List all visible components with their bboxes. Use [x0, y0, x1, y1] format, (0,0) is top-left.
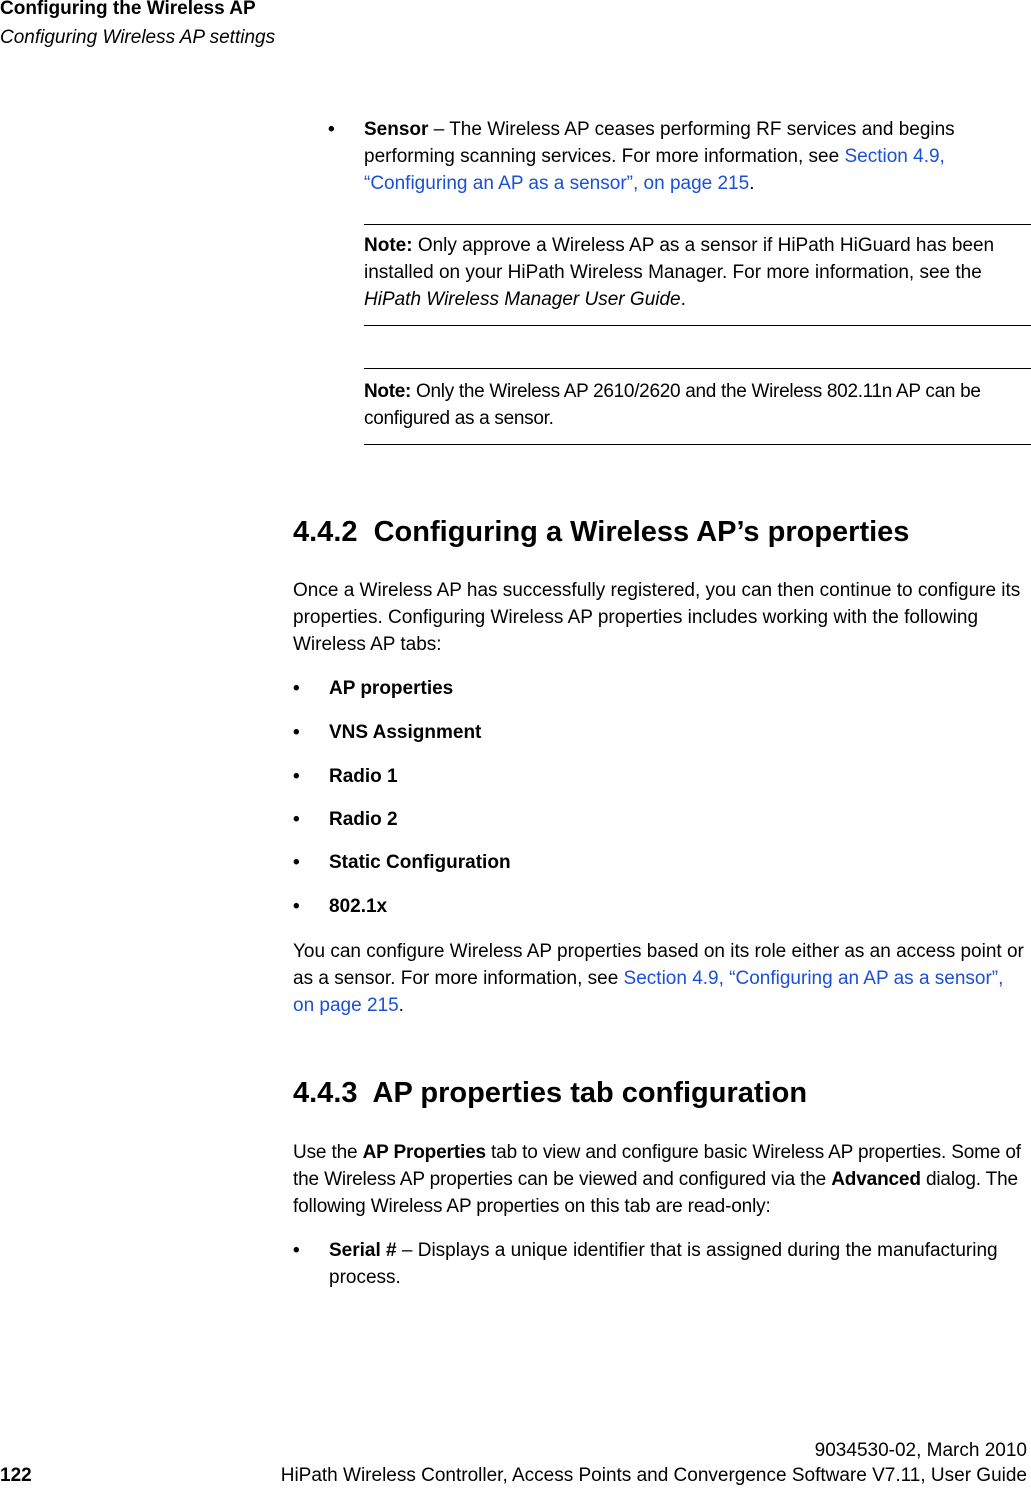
- tab-item-radio-1: [293, 766, 398, 788]
- tab-label: Radio 1: [329, 766, 398, 787]
- tab-label: Radio 2: [329, 809, 398, 830]
- bullet-marker: •: [293, 852, 300, 873]
- advanced-term: Advanced: [831, 1169, 921, 1190]
- tab-label: VNS Assignment: [329, 722, 482, 743]
- tab-label: Static Configuration: [329, 852, 511, 873]
- bullet-marker: •: [293, 678, 300, 699]
- serial-bullet-item: [293, 1237, 1009, 1291]
- sensor-description: – The Wireless AP ceases performing RF services and begins performing scanning services. For more information, see: [364, 119, 955, 167]
- bullet-marker: •: [293, 722, 300, 743]
- paragraph-text: tab to view and configure basic Wireless AP properties. Some of the Wireless AP properties can be viewed and configured via the: [293, 1142, 1021, 1190]
- paragraph-text: dialog. The following Wireless AP properties on this tab are read-only:: [293, 1169, 1018, 1217]
- section-4-9-link[interactable]: Section 4.9, “Configuring an AP as a sensor”, on page 215: [293, 968, 1004, 1016]
- serial-description: – Displays a unique identifier that is assigned during the manufacturing process.: [329, 1240, 998, 1288]
- manager-guide-title: HiPath Wireless Manager User Guide: [364, 289, 681, 310]
- sentence-end: .: [749, 173, 755, 194]
- bullet-marker: •: [293, 1240, 300, 1261]
- note-bottom-rule: [364, 444, 1031, 445]
- note-top-rule: [364, 368, 1031, 369]
- note-text: Only the Wireless AP 2610/2620 and the Wireless 802.11n AP can be configured as a sensor.: [364, 381, 981, 429]
- section-heading-4-4-3: 4.4.3 AP properties tab configuration: [293, 1077, 808, 1109]
- sentence-end: .: [680, 289, 686, 310]
- tab-item-radio-2: [293, 809, 398, 831]
- bullet-marker: •: [293, 896, 300, 917]
- bullet-marker: •: [293, 766, 300, 787]
- serial-term: Serial #: [329, 1240, 397, 1261]
- section-4-9-link[interactable]: Section 4.9, “Configuring an AP as a sensor”, on page 215: [364, 146, 945, 194]
- note-higuard: [364, 232, 1024, 313]
- note-text: Only approve a Wireless AP as a sensor if HiPath HiGuard has been installed on your HiPath Wireless Manager. For more information, see the: [364, 235, 995, 283]
- note-top-rule: [364, 224, 1031, 225]
- tab-item-ap-properties: [293, 678, 453, 700]
- section-4-4-2-role-paragraph: [293, 938, 1028, 1019]
- page-number: 122: [0, 1465, 32, 1486]
- tab-item-vns-assignment: [293, 722, 481, 744]
- note-label: Note:: [364, 381, 412, 402]
- running-header-title: Configuring the Wireless AP: [0, 0, 256, 19]
- footer-guide-title: HiPath Wireless Controller, Access Points and Convergence Software V7.11, User Guide: [280, 1465, 1027, 1486]
- bullet-marker: •: [293, 809, 300, 830]
- ap-properties-term: AP Properties: [362, 1142, 486, 1163]
- sentence-end: .: [398, 995, 404, 1016]
- tab-label: 802.1x: [329, 896, 388, 917]
- tab-item-802-1x: [293, 896, 387, 918]
- paragraph-text: Use the: [293, 1142, 363, 1163]
- sensor-term: Sensor: [364, 119, 429, 140]
- note-bottom-rule: [364, 325, 1031, 326]
- footer-doc-id: 9034530-02, March 2010: [814, 1440, 1027, 1461]
- sensor-bullet-item: [328, 116, 1031, 197]
- note-label: Note:: [364, 235, 413, 256]
- section-4-4-3-paragraph: [293, 1139, 1031, 1220]
- note-sensor-models: [364, 378, 1028, 432]
- paragraph-text: You can configure Wireless AP properties based on its role either as an access point or as a sensor. For more information, see: [293, 941, 1024, 989]
- section-4-4-2-intro: Once a Wireless AP has successfully registered, you can then continue to configure its properties. Configuring Wireless AP properties includes working with the following Wireless AP tabs:: [293, 580, 1021, 655]
- bullet-marker: •: [328, 119, 335, 140]
- tab-item-static-configuration: [293, 852, 511, 874]
- tab-label: AP properties: [329, 678, 454, 699]
- running-header-subtitle: Configuring Wireless AP settings: [0, 27, 276, 48]
- section-heading-4-4-2: 4.4.2 Configuring a Wireless AP’s properties: [293, 516, 910, 548]
